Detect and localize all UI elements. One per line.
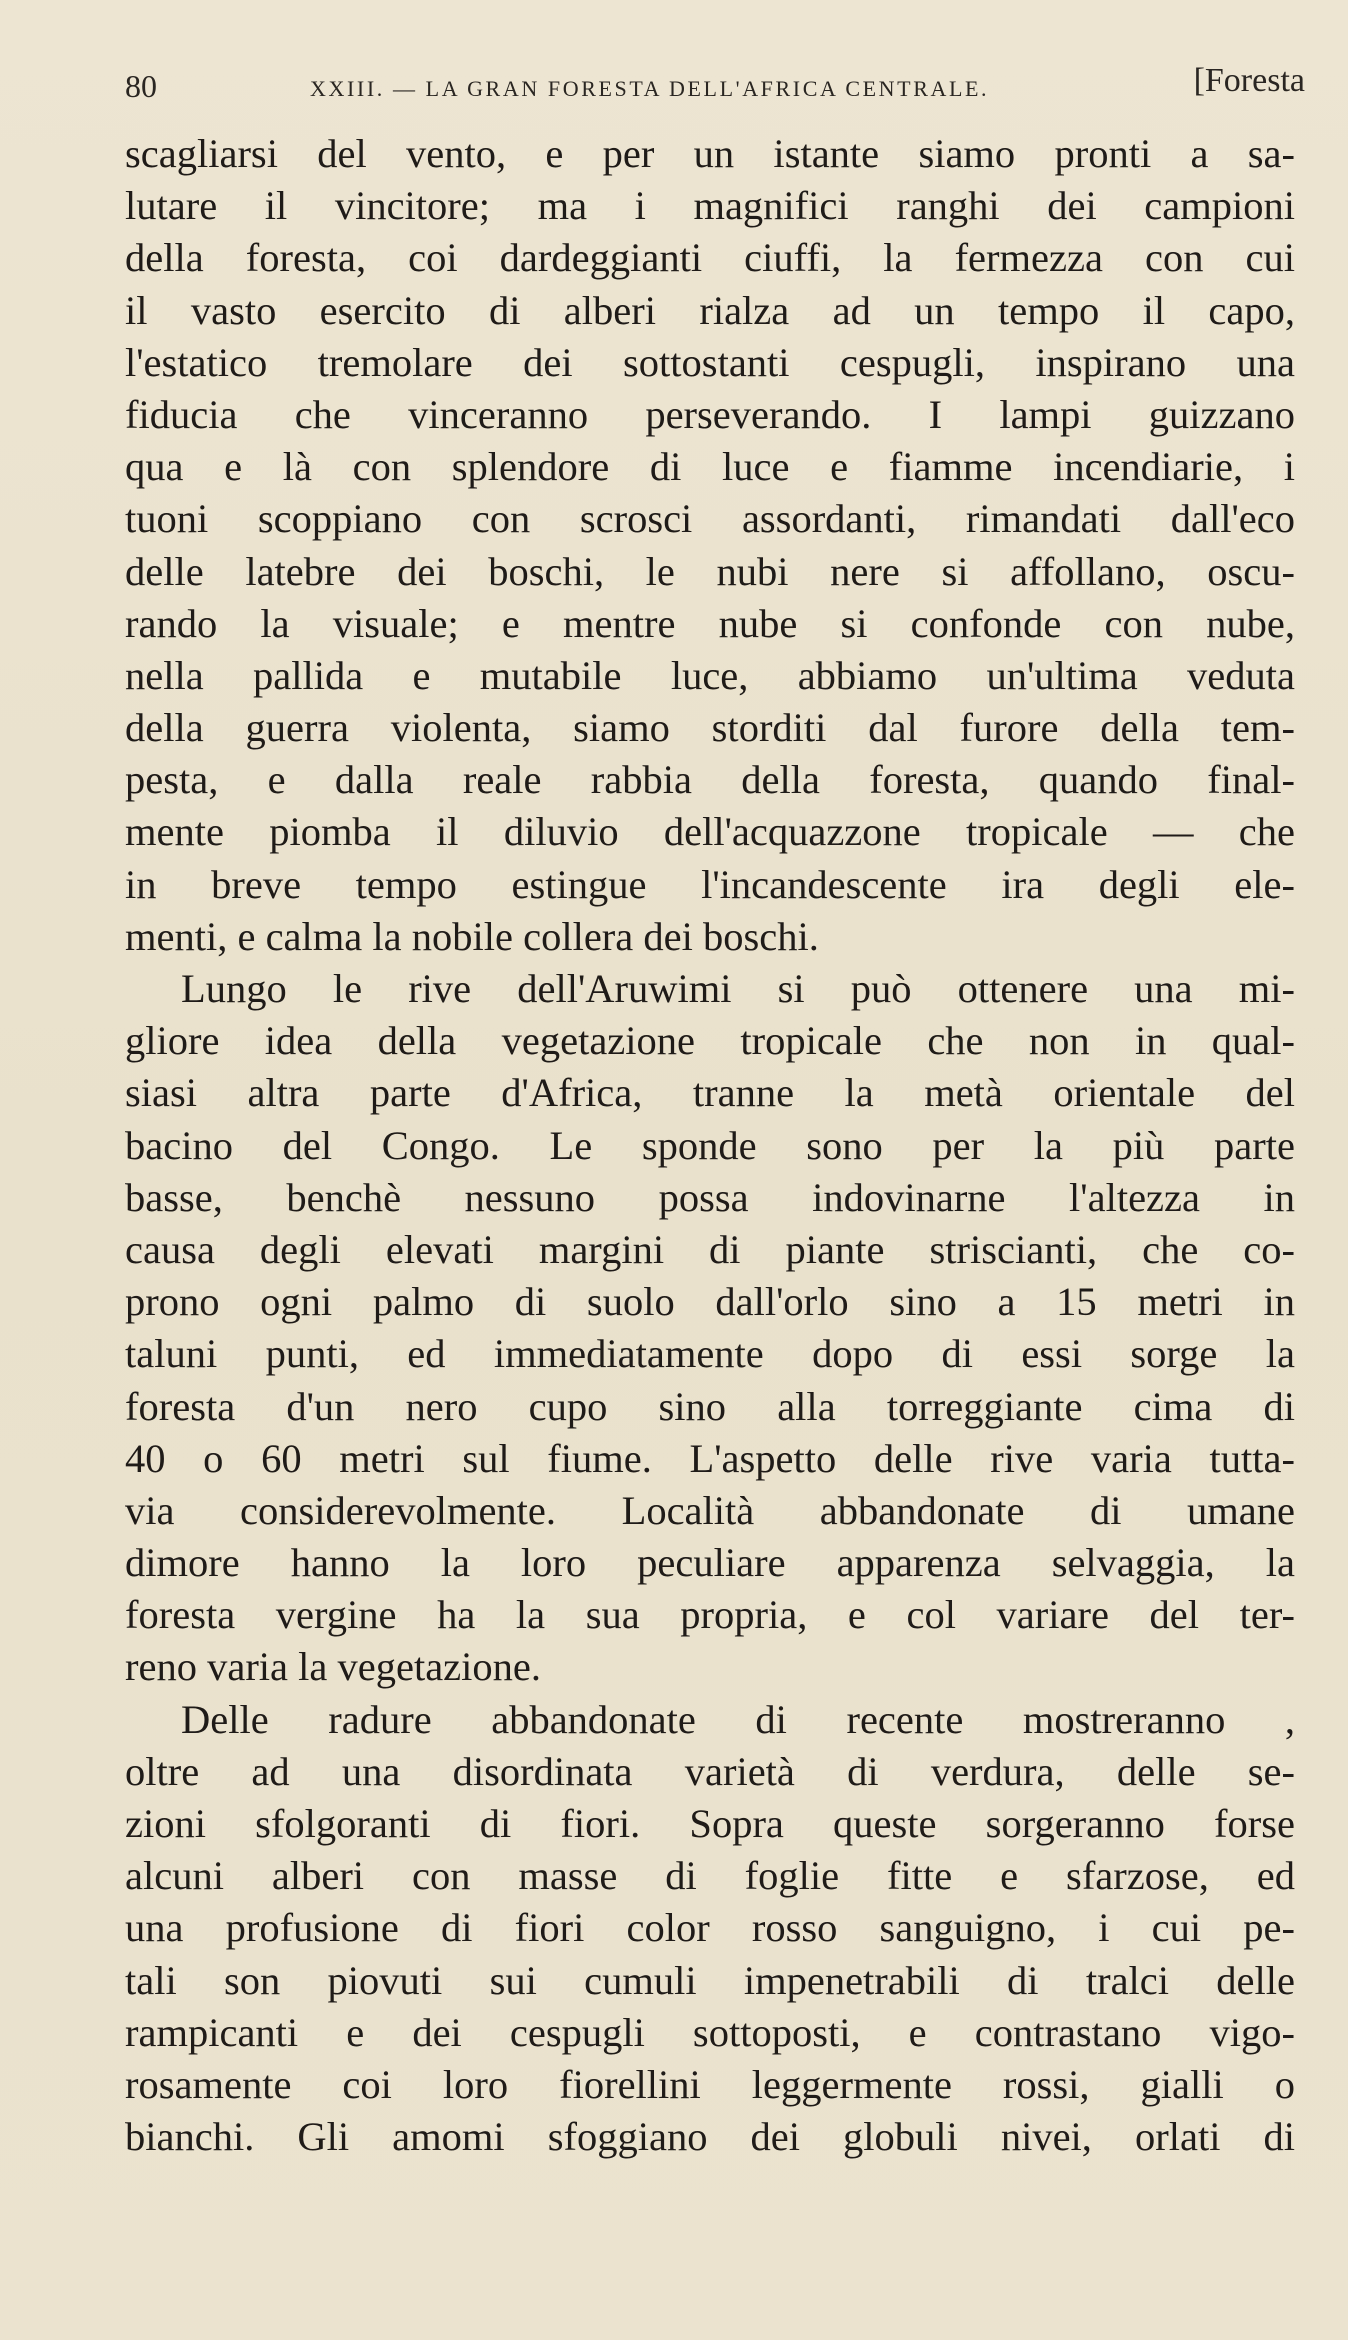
paragraph-end-line: reno varia la vegetazione. bbox=[125, 1644, 542, 1690]
text-line: foresta d'un nero cupo sino alla torreggiante cima di bbox=[125, 1383, 1295, 1429]
text-line: tuoni scoppiano con scrosci assordanti, rimandati dall'eco bbox=[125, 496, 1295, 542]
text-line: fiducia che vinceranno perseverando. I lampi guizzano bbox=[125, 391, 1295, 437]
text-line: il vasto esercito di alberi rialza ad un tempo il capo, bbox=[125, 287, 1295, 333]
text-line: siasi altra parte d'Africa, tranne la metà orientale del bbox=[125, 1070, 1295, 1116]
body-text bbox=[125, 128, 1295, 2163]
paragraph-start-line: Lungo le rive dell'Aruwimi si può ottenere una mi- bbox=[181, 966, 1295, 1011]
text-line: prono ogni palmo di suolo dall'orlo sino a 15 metri in bbox=[125, 1279, 1295, 1325]
page-header bbox=[125, 62, 1305, 112]
text-line: foresta vergine ha la sua propria, e col variare del ter- bbox=[125, 1592, 1295, 1638]
paragraph-start-line: Delle radure abbandonate di recente mostreranno , bbox=[181, 1696, 1295, 1742]
text-line: basse, benchè nessuno possa indovinarne l'altezza in bbox=[125, 1174, 1295, 1220]
text-line: nella pallida e mutabile luce, abbiamo un'ultima veduta bbox=[125, 652, 1295, 698]
text-line: zioni sfolgoranti di fiori. Sopra queste sorgeranno forse bbox=[125, 1801, 1295, 1846]
text-line: dimore hanno la loro peculiare apparenza selvaggia, la bbox=[125, 1540, 1295, 1586]
text-line: in breve tempo estingue l'incandescente ira degli ele- bbox=[125, 861, 1295, 907]
text-line: alcuni alberi con masse di foglie fitte e sfarzose, ed bbox=[125, 1853, 1295, 1899]
text-line: pesta, e dalla reale rabbia della foresta, quando final- bbox=[125, 757, 1295, 803]
text-line: gliore idea della vegetazione tropicale che non in qual- bbox=[125, 1018, 1295, 1064]
text-line: scagliarsi del vento, e per un istante siamo pronti a sa- bbox=[125, 131, 1295, 176]
text-line: taluni punti, ed immediatamente dopo di essi sorge la bbox=[125, 1331, 1295, 1377]
section-label: [Foresta bbox=[1193, 62, 1305, 99]
text-line: oltre ad una disordinata varietà di verdura, delle se- bbox=[125, 1748, 1295, 1794]
text-line: lutare il vincitore; ma i magnifici ranghi dei campioni bbox=[125, 183, 1295, 229]
text-line: della guerra violenta, siamo storditi dal furore della tem- bbox=[125, 705, 1295, 751]
text-line: rampicanti e dei cespugli sottoposti, e contrastano vigo- bbox=[125, 2009, 1295, 2055]
text-line: l'estatico tremolare dei sottostanti cespugli, inspirano una bbox=[125, 339, 1295, 385]
text-line: 40 o 60 metri sul fiume. L'aspetto delle rive varia tutta- bbox=[125, 1435, 1295, 1481]
text-line: rosamente coi loro fiorellini leggermente rossi, gialli o bbox=[125, 2061, 1295, 2107]
text-line: via considerevolmente. Località abbandonate di umane bbox=[125, 1487, 1295, 1533]
running-title: XXIII. — LA GRAN FORESTA DELL'AFRICA CENTRALE. bbox=[310, 76, 990, 101]
page-number: 80 bbox=[125, 68, 157, 104]
text-line: mente piomba il diluvio dell'acquazzone tropicale — che bbox=[125, 809, 1295, 855]
text-line: della foresta, coi dardeggianti ciuffi, la fermezza con cui bbox=[125, 235, 1295, 281]
text-line: qua e là con splendore di luce e fiamme incendiarie, i bbox=[125, 444, 1295, 490]
text-line: una profusione di fiori color rosso sanguigno, i cui pe- bbox=[125, 1905, 1295, 1951]
text-line: delle latebre dei boschi, le nubi nere si affollano, oscu- bbox=[125, 548, 1295, 594]
text-line: rando la visuale; e mentre nube si confonde con nube, bbox=[125, 600, 1295, 646]
text-line: bacino del Congo. Le sponde sono per la più parte bbox=[125, 1122, 1295, 1168]
text-line: tali son piovuti sui cumuli impenetrabili di tralci delle bbox=[125, 1957, 1295, 2003]
paragraph-end-line: menti, e calma la nobile collera dei boschi. bbox=[125, 913, 819, 959]
text-line: bianchi. Gli amomi sfoggiano dei globuli nivei, orlati di bbox=[125, 2114, 1295, 2160]
text-line: causa degli elevati margini di piante striscianti, che co- bbox=[125, 1226, 1295, 1272]
